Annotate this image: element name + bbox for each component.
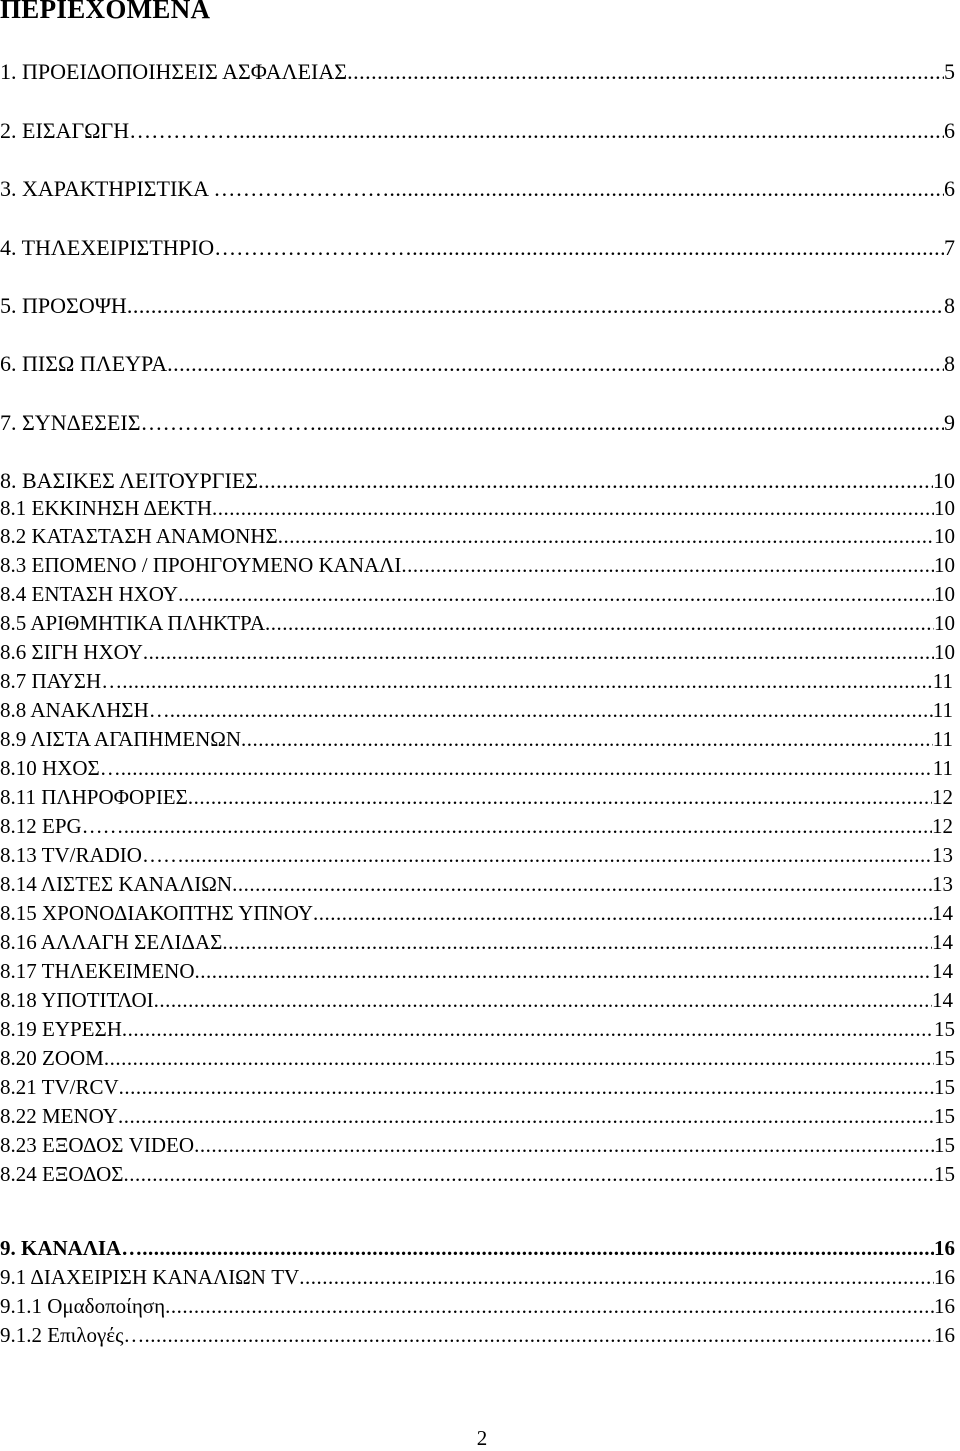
toc-leader-dots	[412, 234, 944, 262]
toc-leader-dots	[212, 494, 934, 522]
toc-leader-dots	[165, 1292, 934, 1320]
toc-entry-page: 10	[934, 611, 955, 635]
toc-leader-dots	[278, 522, 934, 550]
toc-entry-label: 8.6 ΣΙΓΗ ΗΧΟΥ	[0, 640, 143, 664]
toc-entry-label: 8.12 EPG……	[0, 814, 124, 838]
toc-entry-page: 16	[934, 1323, 955, 1347]
toc-leader-dots	[239, 117, 944, 145]
toc-entry-page: 10	[933, 468, 955, 493]
toc-entry	[0, 175, 955, 203]
toc-entry	[0, 1292, 955, 1320]
toc-entry-page: 14	[932, 959, 953, 983]
toc-entry-page: 14	[932, 901, 953, 925]
toc-entry-page: 14	[932, 988, 953, 1012]
toc-leader-dots	[122, 667, 933, 695]
toc-entry-label: 8.8 ΑΝΑΚΛΗΣΗ…	[0, 698, 170, 722]
toc-entry	[0, 783, 953, 811]
toc-leader-dots	[178, 580, 934, 608]
toc-entry-label: 9.1.2 Επιλογές…	[0, 1323, 145, 1347]
toc-entry-label: 8.2 ΚΑΤΑΣΤΑΣΗ ΑΝΑΜΟΝΗΣ	[0, 524, 278, 548]
toc-entry-page: 15	[934, 1017, 955, 1041]
toc-entry	[0, 1044, 955, 1072]
toc-entry-label: 8.16 ΑΛΛΑΓΗ ΣΕΛΙΔΑΣ	[0, 930, 223, 954]
toc-entry-label: 8.21 TV/RCV	[0, 1075, 119, 1099]
toc-entry	[0, 292, 955, 320]
toc-entry-label: 1. ΠΡΟΕΙΔΟΠΟΙΗΣΕΙΣ ΑΣΦΑΛΕΙΑΣ	[0, 59, 348, 84]
toc-leader-dots	[118, 1102, 934, 1130]
toc-entry-page: 14	[932, 930, 953, 954]
toc-entry-label: 8.7 ΠΑΥΣΗ…	[0, 669, 123, 693]
toc-entry-label: 8.15 ΧΡΟΝΟΔΙΑΚΟΠΤΗΣ ΥΠΝΟΥ	[0, 901, 314, 925]
toc-entry	[0, 696, 953, 724]
toc-entry-page: 11	[932, 727, 953, 751]
toc-entry-page: 15	[934, 1075, 955, 1099]
toc-entry-page: 7	[944, 235, 955, 260]
toc-entry-page: 15	[934, 1162, 955, 1186]
toc-entry	[0, 409, 955, 437]
toc-leader-dots	[124, 812, 932, 840]
toc-entry-page: 10	[934, 553, 955, 577]
toc-entry	[0, 1160, 955, 1188]
toc-entry	[0, 754, 953, 782]
toc-entry-label: 4. ΤΗΛΕΧΕΙΡΙΣΤΗΡΙΟ………………………	[0, 235, 413, 260]
toc-entry-label: 8.19 ΕΥΡΕΣΗ	[0, 1017, 122, 1041]
toc-entry	[0, 580, 955, 608]
toc-entry-page: 6	[944, 118, 955, 143]
toc-entry-label: 8.10 ΗΧΟΣ…	[0, 756, 121, 780]
toc-entry	[0, 957, 953, 985]
toc-entry-label: 8.3 ΕΠΟΜΕΝΟ / ΠΡΟΗΓΟΥΜΕΝΟ ΚΑΝΑΛΙ	[0, 553, 402, 577]
toc-entry-label: 2. ΕΙΣΑΓΩΓΗ……………	[0, 118, 240, 143]
toc-entry-label: 8.1 ΕΚΚΙΝΗΣΗ ΔΕΚΤΗ	[0, 496, 213, 520]
toc-entry	[0, 1131, 955, 1159]
toc-entry	[0, 467, 955, 495]
toc-entry	[0, 234, 955, 262]
toc-leader-dots	[317, 409, 944, 437]
toc-leader-dots	[241, 725, 933, 753]
toc-entry	[0, 638, 955, 666]
toc-entry-page: 13	[932, 872, 953, 896]
toc-entry	[0, 986, 953, 1014]
toc-entry-page: 8	[944, 351, 955, 376]
toc-leader-dots	[401, 551, 934, 579]
toc-entry-label: 8.22 ΜΕΝΟΥ	[0, 1104, 118, 1128]
toc-entry-page: 8	[944, 293, 955, 318]
toc-entry-label: 8.20 ZOOM	[0, 1046, 104, 1070]
toc-entry	[0, 870, 953, 898]
toc-entry-label: 8.5 ΑΡΙΘΜΗΤΙΚΑ ΠΛΗΚΤΡΑ	[0, 611, 265, 635]
toc-leader-dots	[265, 609, 934, 637]
toc-entry-label: 6. ΠΙΣΩ ΠΛΕΥΡΑ	[0, 351, 168, 376]
toc-entry-label: 3. ΧΑΡΑΚΤΗΡΙΣΤΙΚΑ ……………………	[0, 176, 390, 201]
toc-leader-dots	[347, 58, 944, 86]
toc-leader-dots	[313, 899, 932, 927]
toc-entry	[0, 1015, 955, 1043]
toc-entry-label: 8.17 ΤΗΛΕΚΕΙΜΕΝΟ	[0, 959, 195, 983]
toc-leader-dots	[127, 292, 944, 320]
toc-leader-dots	[222, 928, 932, 956]
toc-leader-dots	[154, 986, 932, 1014]
toc-leader-dots	[232, 870, 932, 898]
toc-leader-dots	[195, 957, 933, 985]
toc-leader-dots	[258, 467, 933, 495]
toc-leader-dots	[170, 696, 933, 724]
toc-entry-page: 11	[932, 698, 953, 722]
toc-entry	[0, 1263, 955, 1291]
toc-entry	[0, 117, 955, 145]
toc-entry-page: 15	[934, 1133, 955, 1157]
toc-entry-label: 8.9 ΛΙΣΤΑ ΑΓΑΠΗΜΕΝΩΝ	[0, 727, 242, 751]
toc-leader-dots	[299, 1263, 934, 1291]
toc-entry-page: 12	[932, 814, 953, 838]
toc-entry	[0, 522, 955, 550]
toc-leader-dots	[104, 1044, 934, 1072]
toc-entry-label: 8.14 ΛΙΣΤΕΣ ΚΑΝΑΛΙΩΝ	[0, 872, 233, 896]
toc-entry-label: 5. ΠΡΟΣΟΨΗ	[0, 293, 127, 318]
toc-leader-dots	[184, 841, 932, 869]
page-title: ΠΕΡΙΕΧΟΜΕΝΑ	[0, 0, 211, 24]
toc-entry-label: 8.18 ΥΠΟΤΙΤΛΟΙ	[0, 988, 154, 1012]
toc-entry-label: 7. ΣΥΝΔΕΣΕΙΣ……………………	[0, 410, 317, 435]
toc-entry-page: 15	[934, 1104, 955, 1128]
toc-entry	[0, 350, 955, 378]
toc-entry	[0, 812, 953, 840]
page-number: 2	[476, 1426, 488, 1450]
toc-entry-page: 10	[934, 524, 955, 548]
toc-entry	[0, 725, 953, 753]
toc-entry	[0, 667, 953, 695]
toc-entry	[0, 1073, 955, 1101]
toc-leader-dots	[144, 1321, 934, 1349]
toc-entry	[0, 1102, 955, 1130]
toc-leader-dots	[188, 783, 932, 811]
toc-entry-label: 8. ΒΑΣΙΚΕΣ ΛΕΙΤΟΥΡΓΙΕΣ	[0, 468, 259, 493]
toc-entry-page: 16	[934, 1265, 955, 1289]
toc-entry-page: 9	[944, 410, 955, 435]
toc-leader-dots	[124, 1160, 935, 1188]
toc-entry	[0, 841, 953, 869]
toc-leader-dots	[389, 175, 944, 203]
toc-entry-page: 11	[932, 756, 953, 780]
toc-entry-label: 9. ΚΑΝΑΛΙΑ…	[0, 1236, 143, 1260]
toc-entry-page: 6	[944, 176, 955, 201]
toc-entry	[0, 899, 953, 927]
toc-leader-dots	[194, 1131, 934, 1159]
toc-entry-label: 8.13 TV/RADIO……	[0, 843, 184, 867]
toc-entry	[0, 609, 955, 637]
toc-entry-label: 9.1 ΔΙΑΧΕΙΡΙΣΗ ΚΑΝΑΛΙΩΝ TV	[0, 1265, 300, 1289]
toc-entry-page: 10	[934, 582, 955, 606]
toc-entry-page: 12	[932, 785, 953, 809]
toc-entry-page: 10	[934, 496, 955, 520]
toc-entry-label: 8.11 ΠΛΗΡΟΦΟΡΙΕΣ	[0, 785, 188, 809]
toc-entry	[0, 1321, 955, 1349]
toc-leader-dots	[121, 754, 933, 782]
toc-entry-label: 8.24 ΕΞΟΔΟΣ	[0, 1162, 124, 1186]
toc-entry-page: 16	[934, 1236, 955, 1260]
toc-entry-label: 8.4 ΕΝΤΑΣΗ ΗΧΟΥ	[0, 582, 179, 606]
toc-entry	[0, 58, 955, 86]
toc-entry-page: 16	[934, 1294, 955, 1318]
toc-entry-page: 5	[944, 59, 955, 84]
toc-entry-label: 9.1.1 Ομαδοποίηση	[0, 1294, 166, 1318]
toc-entry	[0, 928, 953, 956]
toc-leader-dots	[143, 638, 934, 666]
toc-entry	[0, 551, 955, 579]
toc-entry	[0, 494, 955, 522]
toc-leader-dots	[122, 1015, 934, 1043]
toc-leader-dots	[119, 1073, 934, 1101]
toc-entry-label: 8.23 ΕΞΟΔΟΣ VIDEO	[0, 1133, 195, 1157]
toc-entry-page: 15	[934, 1046, 955, 1070]
toc-entry	[0, 1234, 955, 1262]
toc-leader-dots	[142, 1234, 934, 1262]
toc-entry-page: 11	[932, 669, 953, 693]
toc-entry-page: 13	[932, 843, 953, 867]
toc-leader-dots	[167, 350, 944, 378]
toc-entry-page: 10	[934, 640, 955, 664]
